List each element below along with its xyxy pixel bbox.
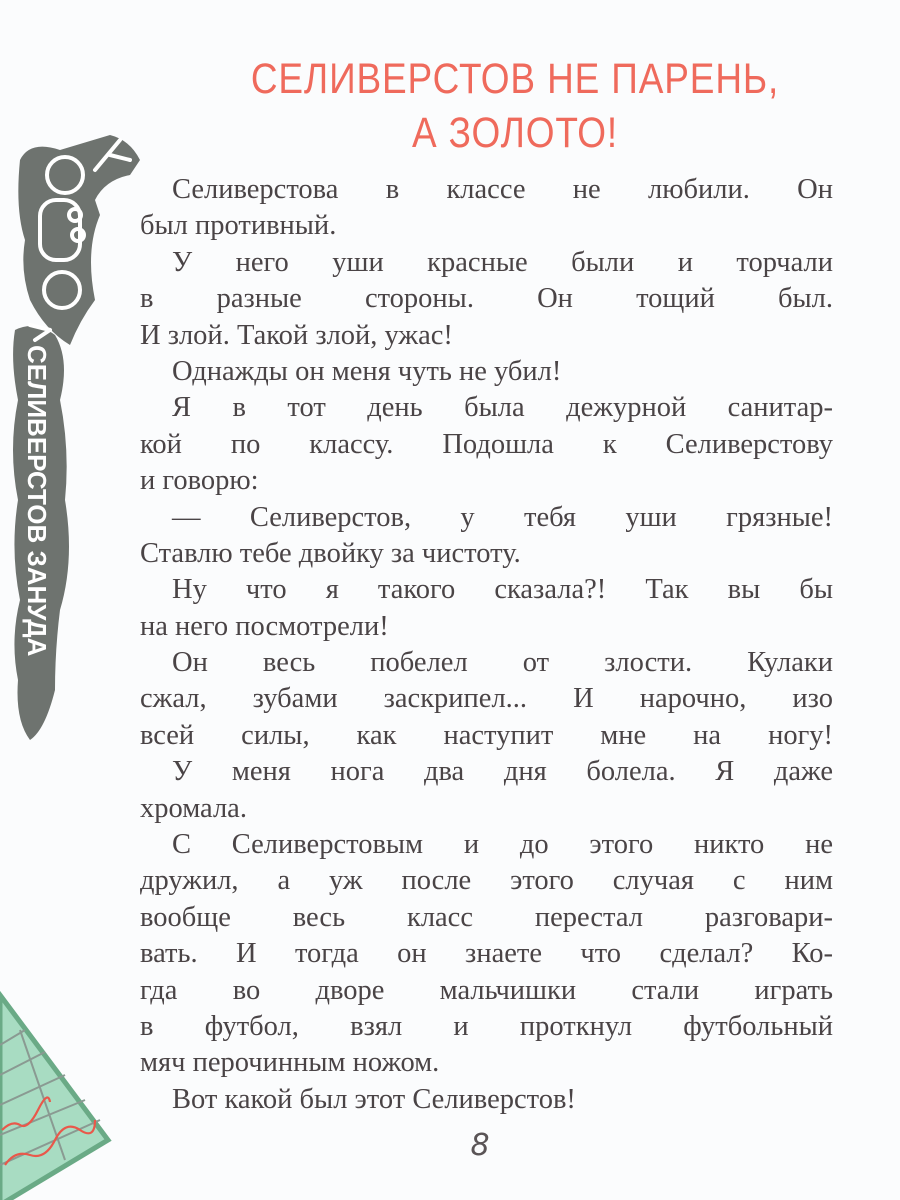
chapter-title (218, 52, 811, 160)
text-line: в футбол, взял и проткнул футбольный (140, 1010, 833, 1042)
ornament-illustration (0, 90, 140, 740)
story-text (140, 172, 833, 1118)
text-line: был противный. (140, 210, 337, 242)
text-line: в разные стороны. Он тощий был. (140, 283, 833, 315)
text-line: Он весь побелел от злости. Кулаки (172, 647, 833, 679)
page-number: 8 (470, 1128, 490, 1163)
text-line: дружил, а уж после этого случая с ним (140, 865, 833, 897)
text-line: на него посмотрели! (140, 610, 389, 642)
text-line: сжал, зубами заскрипел... И нарочно, изо (140, 683, 833, 715)
text-line: всей силы, как наступит мне на ногу! (140, 719, 833, 751)
text-line: мяч перочинным ножом. (140, 1047, 440, 1079)
text-line: кой по классу. Подошла к Селиверстову (140, 428, 833, 460)
text-line: вать. И тогда он знаете что сделал? Ко- (140, 938, 833, 970)
text-line: Ну что я такого сказала?! Так вы бы (172, 574, 833, 606)
chapter-title-line-1: СЕЛИВЕРСТОВ НЕ ПАРЕНЬ, (250, 55, 780, 103)
text-line: Ставлю тебе двойку за чистоту. (140, 537, 521, 569)
chapter-title-line-2: А ЗОЛОТО! (412, 109, 618, 157)
notebook-illustration (0, 970, 120, 1200)
text-line: С Селиверстовым и до этого никто не (172, 829, 833, 861)
text-line: У него уши красные были и торчали (172, 246, 833, 278)
text-line: Однажды он меня чуть не убил! (172, 355, 562, 387)
text-line: И злой. Такой злой, ужас! (140, 319, 453, 351)
text-line: и говорю: (140, 465, 259, 497)
text-line: гда во дворе мальчишки стали играть (140, 974, 833, 1006)
text-line: хромала. (140, 792, 247, 824)
text-line: Селиверстова в классе не любили. Он (172, 174, 833, 205)
ornament-label: СЕЛИВЕРСТОВ ЗАНУДА (22, 345, 52, 657)
text-line: У меня нога два дня болела. Я даже (172, 756, 833, 788)
text-line: Я в тот день была дежурной санитар- (172, 392, 833, 424)
text-line: вообще весь класс перестал разговари- (140, 901, 833, 933)
text-line: Вот какой был этот Селиверстов! (172, 1083, 576, 1115)
text-line: — Селиверстов, у тебя уши грязные! (172, 501, 833, 533)
